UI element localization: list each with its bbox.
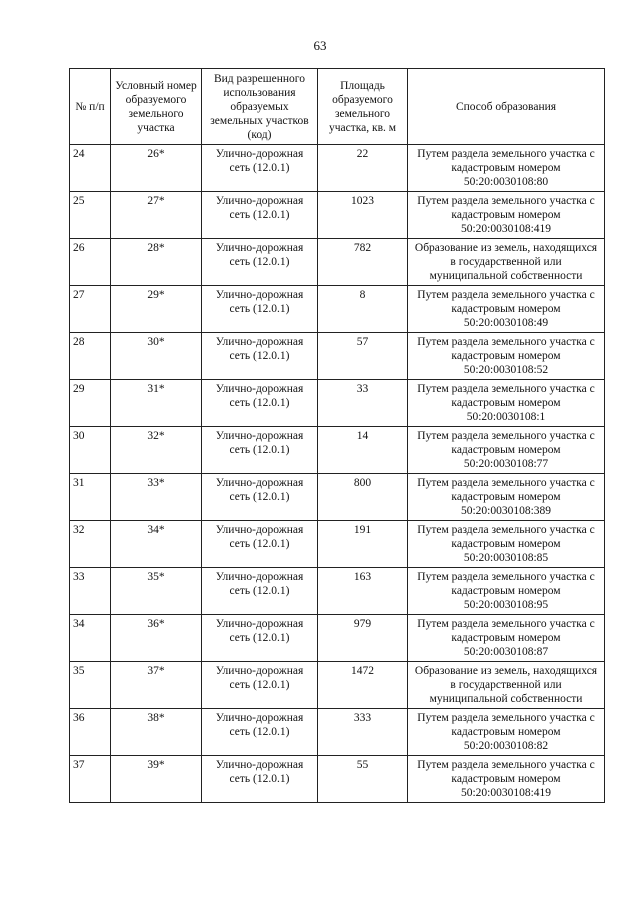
area-cell: 979 (318, 615, 408, 662)
plot-number-cell: 37* (111, 662, 202, 709)
header-permitted-use: Вид разрешенного использования образуемых земельных участков (код) (202, 69, 318, 145)
row-number-cell: 25 (70, 192, 111, 239)
area-cell: 8 (318, 286, 408, 333)
plot-number-cell: 32* (111, 427, 202, 474)
row-number-cell: 31 (70, 474, 111, 521)
permitted-use-cell: Улично-дорожная сеть (12.0.1) (202, 333, 318, 380)
plot-number-cell: 39* (111, 756, 202, 803)
table-row (70, 333, 605, 380)
permitted-use-cell: Улично-дорожная сеть (12.0.1) (202, 662, 318, 709)
plot-number-cell: 30* (111, 333, 202, 380)
formation-method-cell: Путем раздела земельного участка с кадастровым номером 50:20:0030108:87 (408, 615, 605, 662)
permitted-use-cell: Улично-дорожная сеть (12.0.1) (202, 192, 318, 239)
header-plot-number: Условный номер образуемого земельного участка (111, 69, 202, 145)
permitted-use-cell: Улично-дорожная сеть (12.0.1) (202, 145, 318, 192)
formation-method-cell: Путем раздела земельного участка с кадастровым номером 50:20:0030108:80 (408, 145, 605, 192)
permitted-use-cell: Улично-дорожная сеть (12.0.1) (202, 474, 318, 521)
formation-method-cell: Путем раздела земельного участка с кадастровым номером 50:20:0030108:85 (408, 521, 605, 568)
row-number-cell: 37 (70, 756, 111, 803)
table-row (70, 662, 605, 709)
table-row (70, 756, 605, 803)
area-cell: 1023 (318, 192, 408, 239)
table-row (70, 239, 605, 286)
area-cell: 782 (318, 239, 408, 286)
plot-number-cell: 35* (111, 568, 202, 615)
area-cell: 57 (318, 333, 408, 380)
header-row-number: № п/п (70, 69, 111, 145)
formation-method-cell: Путем раздела земельного участка с кадастровым номером 50:20:0030108:95 (408, 568, 605, 615)
table-header-row (70, 69, 605, 145)
formation-method-cell: Путем раздела земельного участка с кадастровым номером 50:20:0030108:389 (408, 474, 605, 521)
formation-method-cell: Путем раздела земельного участка с кадастровым номером 50:20:0030108:77 (408, 427, 605, 474)
header-area: Площадь образуемого земельного участка, кв. м (318, 69, 408, 145)
area-cell: 191 (318, 521, 408, 568)
plot-number-cell: 26* (111, 145, 202, 192)
row-number-cell: 33 (70, 568, 111, 615)
table-row (70, 145, 605, 192)
formation-method-cell: Путем раздела земельного участка с кадастровым номером 50:20:0030108:49 (408, 286, 605, 333)
permitted-use-cell: Улично-дорожная сеть (12.0.1) (202, 615, 318, 662)
plot-number-cell: 28* (111, 239, 202, 286)
formation-method-cell: Образование из земель, находящихся в государственной или муниципальной собственности (408, 239, 605, 286)
permitted-use-cell: Улично-дорожная сеть (12.0.1) (202, 521, 318, 568)
table-row (70, 380, 605, 427)
formation-method-cell: Образование из земель, находящихся в государственной или муниципальной собственности (408, 662, 605, 709)
table-row (70, 568, 605, 615)
row-number-cell: 36 (70, 709, 111, 756)
row-number-cell: 32 (70, 521, 111, 568)
formation-method-cell: Путем раздела земельного участка с кадастровым номером 50:20:0030108:419 (408, 192, 605, 239)
table-row (70, 286, 605, 333)
plot-number-cell: 31* (111, 380, 202, 427)
row-number-cell: 34 (70, 615, 111, 662)
plot-number-cell: 27* (111, 192, 202, 239)
area-cell: 55 (318, 756, 408, 803)
land-plots-table (69, 68, 605, 803)
permitted-use-cell: Улично-дорожная сеть (12.0.1) (202, 286, 318, 333)
area-cell: 33 (318, 380, 408, 427)
area-cell: 22 (318, 145, 408, 192)
row-number-cell: 24 (70, 145, 111, 192)
page-number: 63 (313, 38, 327, 53)
table-row (70, 615, 605, 662)
row-number-cell: 28 (70, 333, 111, 380)
plot-number-cell: 33* (111, 474, 202, 521)
formation-method-cell: Путем раздела земельного участка с кадастровым номером 50:20:0030108:82 (408, 709, 605, 756)
area-cell: 800 (318, 474, 408, 521)
area-cell: 1472 (318, 662, 408, 709)
plot-number-cell: 36* (111, 615, 202, 662)
plot-number-cell: 34* (111, 521, 202, 568)
table-body (70, 145, 605, 803)
area-cell: 163 (318, 568, 408, 615)
plot-number-cell: 29* (111, 286, 202, 333)
row-number-cell: 27 (70, 286, 111, 333)
row-number-cell: 26 (70, 239, 111, 286)
permitted-use-cell: Улично-дорожная сеть (12.0.1) (202, 756, 318, 803)
table-row (70, 474, 605, 521)
header-formation-method: Способ образования (408, 69, 605, 145)
permitted-use-cell: Улично-дорожная сеть (12.0.1) (202, 568, 318, 615)
row-number-cell: 30 (70, 427, 111, 474)
formation-method-cell: Путем раздела земельного участка с кадастровым номером 50:20:0030108:52 (408, 333, 605, 380)
table-row (70, 192, 605, 239)
area-cell: 333 (318, 709, 408, 756)
permitted-use-cell: Улично-дорожная сеть (12.0.1) (202, 239, 318, 286)
formation-method-cell: Путем раздела земельного участка с кадастровым номером 50:20:0030108:419 (408, 756, 605, 803)
plot-number-cell: 38* (111, 709, 202, 756)
permitted-use-cell: Улично-дорожная сеть (12.0.1) (202, 709, 318, 756)
row-number-cell: 35 (70, 662, 111, 709)
area-cell: 14 (318, 427, 408, 474)
row-number-cell: 29 (70, 380, 111, 427)
table-row (70, 521, 605, 568)
permitted-use-cell: Улично-дорожная сеть (12.0.1) (202, 380, 318, 427)
formation-method-cell: Путем раздела земельного участка с кадастровым номером 50:20:0030108:1 (408, 380, 605, 427)
table-row (70, 427, 605, 474)
table-row (70, 709, 605, 756)
permitted-use-cell: Улично-дорожная сеть (12.0.1) (202, 427, 318, 474)
